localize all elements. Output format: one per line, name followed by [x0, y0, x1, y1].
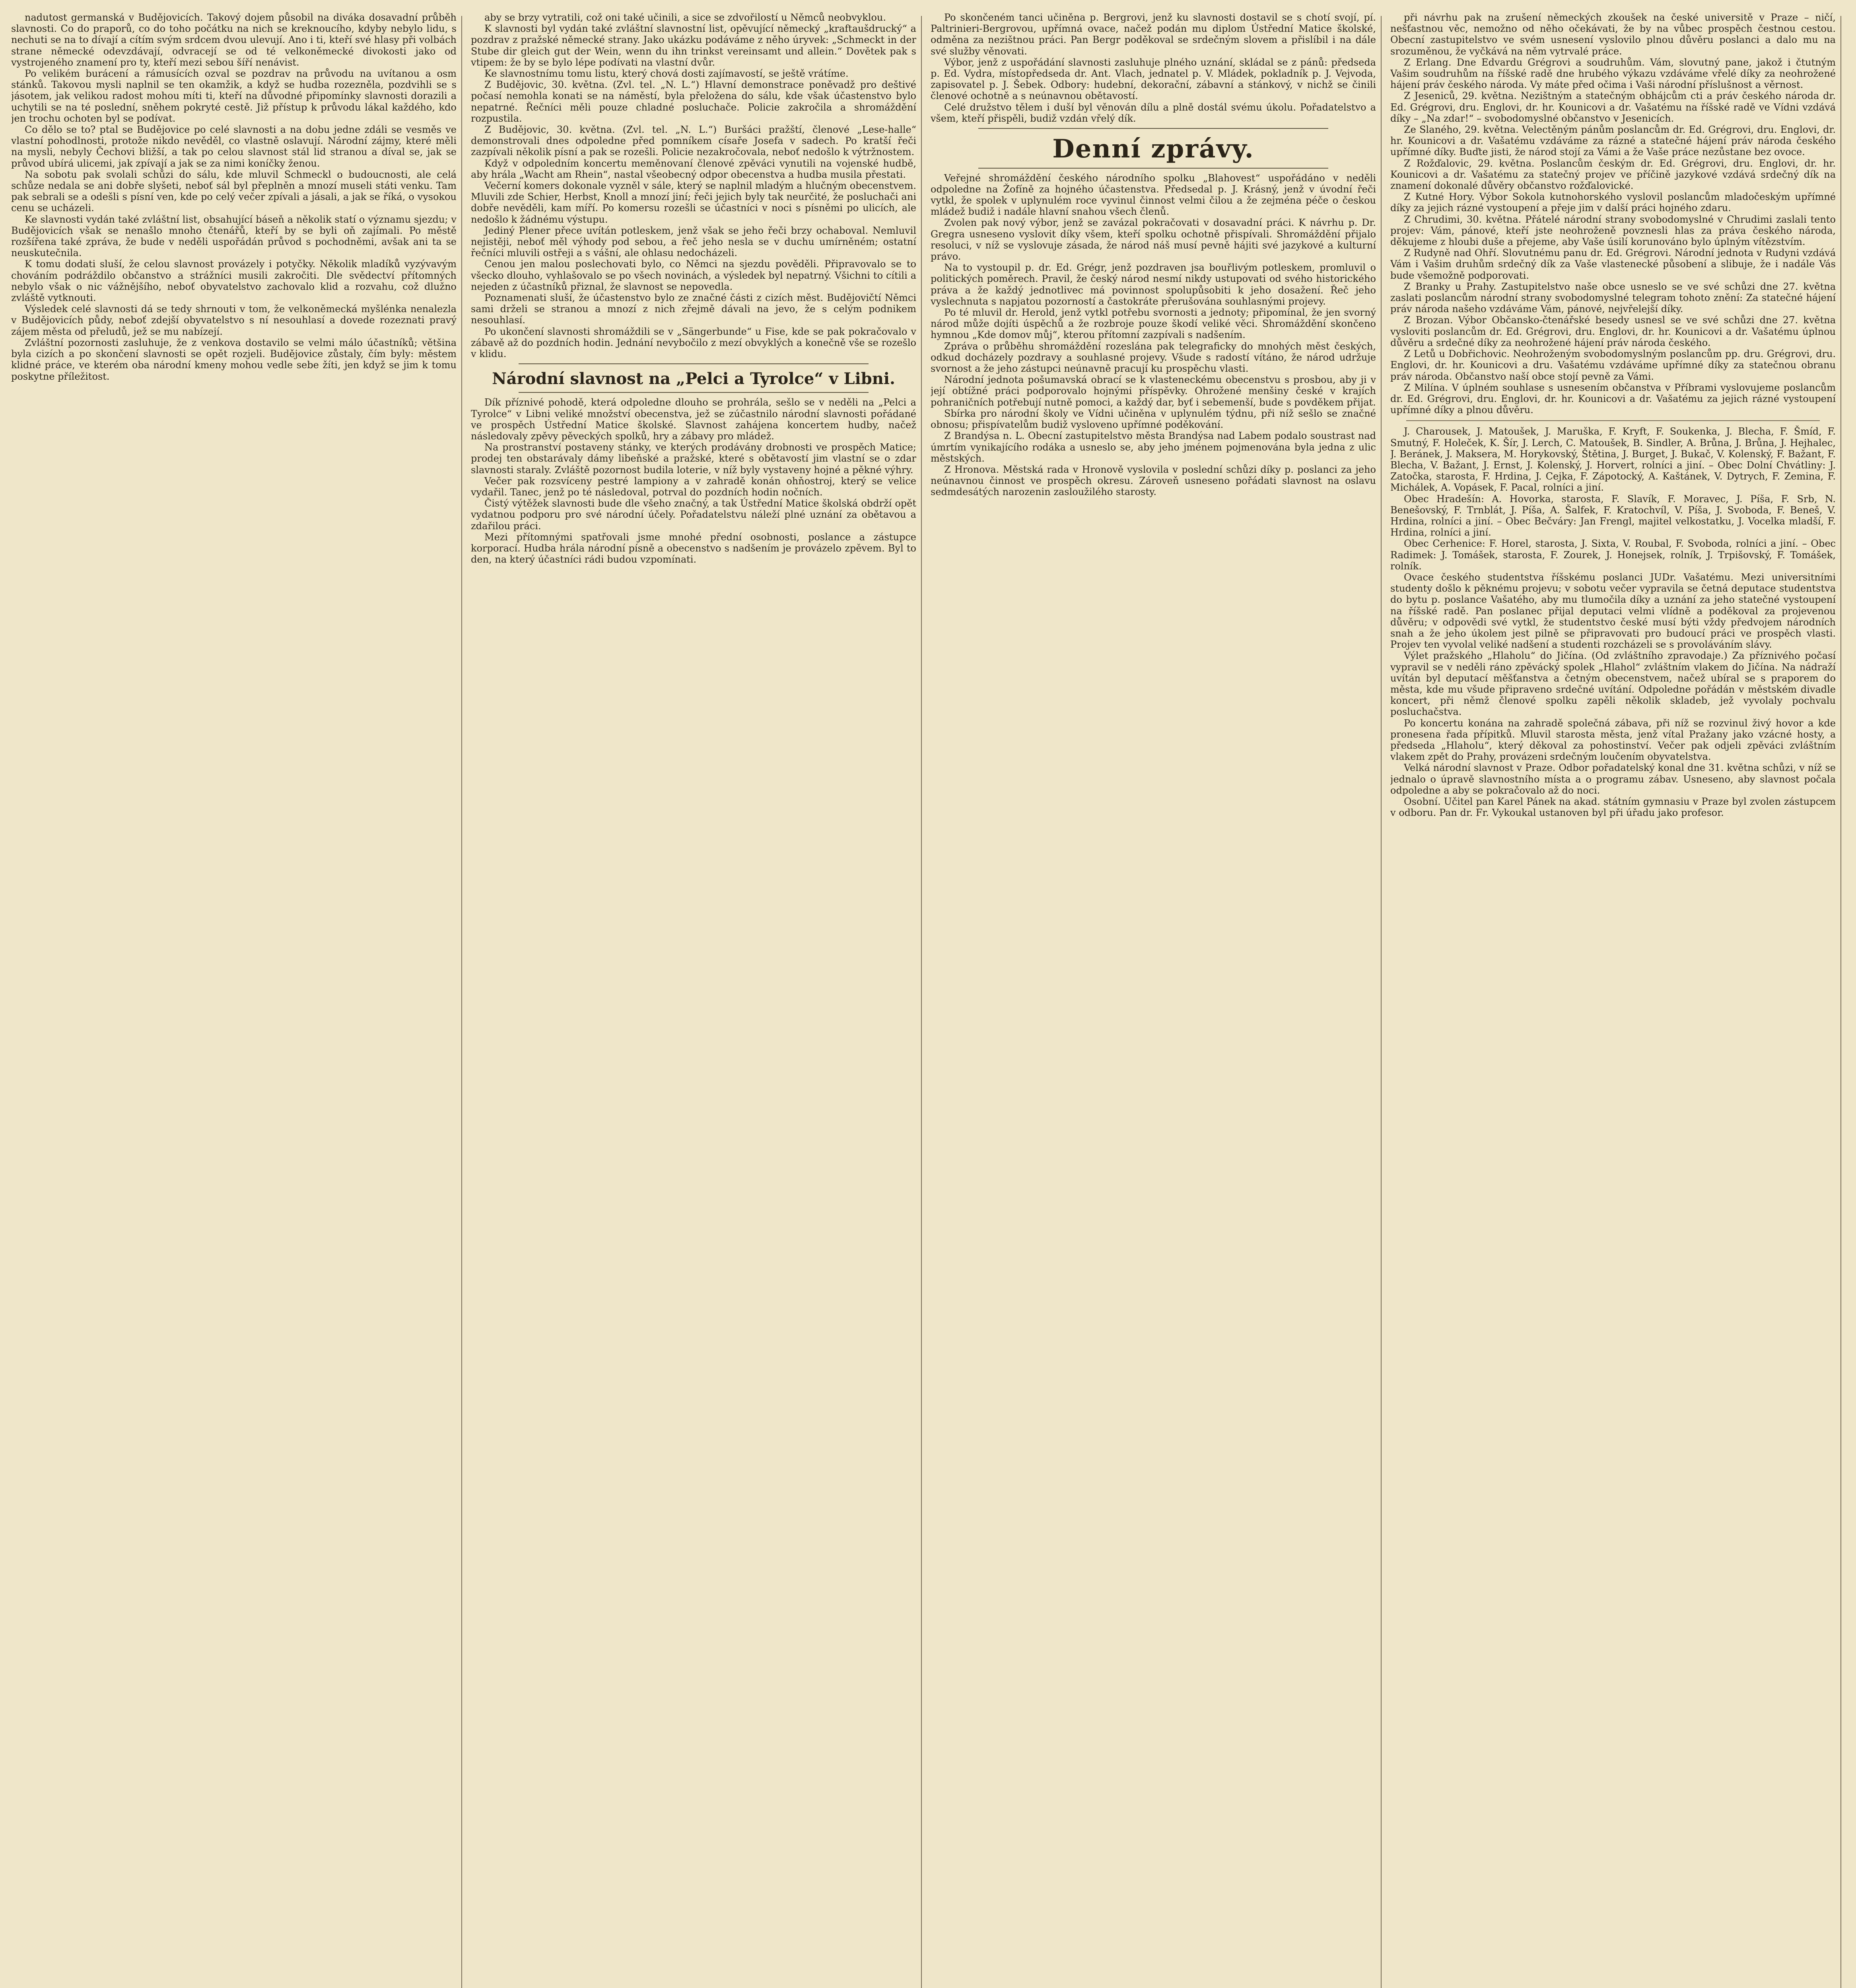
- section-heading-denni-zpravy: Denní zprávy.: [1052, 134, 1254, 164]
- column-divider: [461, 16, 462, 1988]
- paragraph: Výbor, jenž z uspořádání slavnosti zasluhuje plného uznání, skládal se z pánů: předseda p. Ed. Vydra, místopředseda dr. Ant. Vlach, jednatel p. V. Mládek, pokladník p. J. Vejvoda, zapisovatel p. J. Šebek. Odbory: hudební, dekorační, zábavní a stánkový, v nichž se činili členové ochotně a s neúnavnou obětavostí.: [931, 56, 1376, 102]
- paragraph: Poznamenati sluší, že účastenstvo bylo ze značné části z cizích měst. Budějovičtí Němci sami drželi se stranou a mnozí z nich zřejmě dávali na jevo, že s celým podnikem nesouhlasí.: [471, 292, 916, 326]
- paragraph: K tomu dodati sluší, že celou slavnost provázely i potyčky. Několik mladíků vyzývavým chováním podráždilo občanstvo a strážníci musili zakročiti. Dle svědectví přítomných nebylo však o nic vážnějšího, neboť obyvatelstvo zachovalo klid a rozvahu, což dlužno zvláště vytknouti.: [11, 258, 457, 304]
- paragraph: Z Brozan. Výbor Občansko-čtenářské besedy usnesl se ve své schůzi dne 27. května vysloviti poslancům dr. Ed. Grégrovi, dru. Englovi, dr. hr. Kounicovi a dr. Vašatému úplnou důvěru a srdečné díky za neohrožené hájení práv národa českého.: [1390, 315, 1836, 348]
- paragraph: Zvolen pak nový výbor, jenž se zavázal pokračovati v dosavadní práci. K návrhu p. Dr. Gregra usneseno vyslovit díky všem, kteří spolku ochotně přispívali. Shromáždění přijalo resoluci, v níž se vyslovuje zásada, že národ náš musí pevně hájiti své jazykové a kulturní právo.: [931, 217, 1376, 262]
- paragraph: Z Milína. V úplném souhlase s usnesením občanstva v Příbrami vyslovujeme poslancům dr. Ed. Grégrovi, dru. Englovi, dr. hr. Kounicovi a dr. Vašatému za jejich rázné vystoupení upřímné díky a plnou důvěru.: [1390, 382, 1836, 416]
- column-1: [11, 12, 457, 1988]
- paragraph: Veřejné shromáždění českého národního spolku „Blahovest“ uspořádáno v neděli odpoledne na Žofíně za hojného účastenstva. Předsedal p. J. Krásný, jenž v úvodní řeči vytkl, že spolek v uplynulém roce vyvinul činnost velmi čilou a že zejména péče o českou mládež budiž i nadále hlavní snahou všech členů.: [931, 172, 1376, 217]
- paragraph: Z Hronova. Městská rada v Hronově vyslovila v poslední schůzi díky p. poslanci za jeho neúnavnou činnost ve prospěch okresu. Zároveň usneseno pořádati slavnost na oslavu sedmdesátých narozenin zasloužilého starosty.: [931, 464, 1376, 498]
- paragraph: Ovace českého studentstva říšskému poslanci JUDr. Vašatému. Mezi universitními studenty došlo k pěknému projevu; v sobotu večer vypravila se četná deputace studentstva do bytu p. poslance Vašatého, aby mu tlumočila díky a uznání za jeho statečné vystoupení na říšské radě. Pan poslanec přijal deputaci velmi vlídně a poděkoval za projevenou důvěru; v odpovědi své vytkl, že studentstvo české musí býti vždy předvojem národních snah a že jeho úkolem jest pilně se připravovati pro budoucí práci ve prospěch vlasti. Projev ten vyvolal veliké nadšení a studenti rozcházeli se s provoláváním slávy.: [1390, 571, 1836, 650]
- column-divider: [921, 16, 922, 1988]
- paragraph: Obec Cerhenice: F. Horel, starosta, J. Sixta, V. Roubal, F. Svoboda, rolníci a jiní. – Obec Radimek: J. Tomášek, starosta, F. Zourek, J. Honejsek, rolník, J. Trpišovský, F. Tomášek, rolník.: [1390, 538, 1836, 572]
- paragraph: Na sobotu pak svolali schůzi do sálu, kde mluvil Schmeckl o budoucnosti, ale celá schůze nedala se ani dobře slyšeti, neboť sál byl přeplněn a mnozí museli státi venku. Tam pak sebrali se a odešli s písní ven, kde po celý večer zpívali a jásali, a jak se říká, o vysokou cenu se ucházeli.: [11, 169, 457, 214]
- paragraph: Na to vystoupil p. dr. Ed. Grégr, jenž pozdraven jsa bouřlivým potleskem, promluvil o politických poměrech. Pravil, že český národ nesmí nikdy ustupovati od svého historického práva a že každý jednotlivec má povinnost spolupůsobiti k jeho dosažení. Řeč jeho vyslechnuta s napjatou pozorností a častokráte přerušována souhlasnými projevy.: [931, 262, 1376, 307]
- paragraph: Mezi přítomnými spatřovali jsme mnohé přední osobnosti, poslance a zástupce korporací. Hudba hrála národní písně a obecenstvo s nadšením je provázelo zpěvem. Byl to den, na který účastníci rádi budou vzpomínati.: [471, 531, 916, 565]
- paragraph: Večer pak rozsvíceny pestré lampiony a v zahradě konán ohňostroj, který se velice vydařil. Tanec, jenž po té následoval, potrval do pozdních hodin nočních.: [471, 475, 916, 498]
- paragraph: Velká národní slavnost v Praze. Odbor pořadatelský konal dne 31. května schůzi, v níž se jednalo o úpravě slavnostního místa a o programu zábav. Usneseno, aby slavnost počala odpoledne a aby se pokračovalo až do noci.: [1390, 762, 1836, 796]
- paragraph: J. Charousek, J. Matoušek, J. Maruška, F. Kryft, F. Soukenka, J. Blecha, F. Šmíd, F. Smutný, F. Holeček, K. Šír, J. Lerch, C. Matoušek, B. Sindler, A. Brůna, J. Brůna, J. Hejhalec, J. Beránek, J. Maksera, M. Horykovský, Štětina, J. Burget, J. Bukač, V. Kolenský, F. Bažant, F. Blecha, V. Bažant, J. Ernst, J. Kolenský, J. Horvert, rolníci a jiní. – Obec Dolní Chvátliny: J. Zatočka, starosta, F. Hrdina, J. Cejka, F. Zápotocký, A. Kaštánek, V. Dytrych, F. Zemina, F. Michálek, A. Vopásek, F. Pacal, rolníci a jiní.: [1390, 426, 1836, 493]
- paragraph: nadutost germanská v Budějovicích. Takový dojem působil na diváka dosavadní průběh slavnosti. Co do praporů, co do toho počátku na nich se kreknoucího, kdyby nebylo lidu, s nechuti se na to dívají a cítím svým srdcem dvou ulevují. Ano i ti, kteří své hlasy při volbách strane německé odevzdávají, odvracejí se od té velkoněmecké divokosti jako od vystrojeného znamení pro ty, kteří mezi sebou šíří nenávist.: [11, 12, 457, 68]
- paragraph: Z Brandýsa n. L. Obecní zastupitelstvo města Brandýsa nad Labem podalo soustrast nad úmrtím vynikajícího rodáka a usneslo se, aby jeho jménem pojmenována byla jedna z ulic městských.: [931, 430, 1376, 464]
- paragraph: Ke slavnosti vydán také zvláštní list, obsahující báseň a několik statí o významu sjezdu; v Budějovicích však se nenašlo mnoho čtenářů, kteří by se byli oň zajímali. Po městě rozšířena také zpráva, že bude v neděli uspořádán průvod s pochodněmi, avšak ani ta se neuskutečnila.: [11, 214, 457, 259]
- paragraph: Po koncertu konána na zahradě společná zábava, při níž se rozvinul živý hovor a kde pronesena řada přípitků. Mluvil starosta města, jenž vítal Pražany jako vzácné hosty, a předseda „Hlaholu“, který děkoval za pohostinství. Večer pak odjeli zpěváci zvláštním vlakem zpět do Prahy, provázeni srdečným loučením obyvatelstva.: [1390, 717, 1836, 763]
- paragraph: Ze Slaného, 29. května. Velectěným pánům poslancům dr. Ed. Grégrovi, dru. Englovi, dr. hr. Kounicovi a dr. Vašatému vzdáváme za rázné a statečné hájení práv národa českého upřímné díky. Buďte jisti, že národ stojí za Vámi a že Vaše práce nezůstane bez ovoce.: [1390, 124, 1836, 158]
- paragraph: Obec Hradešín: A. Hovorka, starosta, F. Slavík, F. Moravec, J. Píša, F. Srb, N. Benešovský, F. Trnblát, J. Píša, A. Šalfek, F. Kratochvíl, V. Píša, J. Svoboda, F. Beneš, V. Hrdina, rolníci a jiní. – Obec Bečváry: Jan Frengl, majitel velkostatku, J. Vocelka mladší, F. Hrdina, rolníci a jiní.: [1390, 493, 1836, 538]
- paragraph: Po ukončení slavnosti shromáždili se v „Sängerbunde“ u Fise, kde se pak pokračovalo v zábavě až do pozdních hodin. Jednání nevybočilo z mezí obvyklých a konečně vše se rozešlo v klidu.: [471, 326, 916, 360]
- paragraph: Z Budějovic, 30. května. (Zvl. tel. „N. L.“) Buršáci pražští, členové „Lese-halle“ demonstrovali dnes odpoledne před pomníkem císaře Josefa v sadech. Po kratší řeči zazpívali několik písní a pak se rozešli. Policie nezakročovala, neboť nedošlo k výtržnostem.: [471, 124, 916, 158]
- paragraph: Sbírka pro národní školy ve Vídni učiněna v uplynulém týdnu, při níž sešlo se značné obnosu; přispívatelům budiž vysloveno upřímné poděkování.: [931, 408, 1376, 431]
- paragraph: Národní jednota pošumavská obrací se k vlasteneckému obecenstvu s prosbou, aby ji v její obtížné práci podporovalo hojnými příspěvky. Ohrožené menšiny české v krajích pohraničních potřebují nutně pomoci, a každý dar, byť i sebemenší, bude s povděkem přijat.: [931, 374, 1376, 408]
- paragraph: Co dělo se to? ptal se Budějovice po celé slavnosti a na dobu jedne zdáli se vesměs ve vlastní pohodlnosti, protože nikdo nevěděl, co vlastně oslavují. Národní zájmy, které měli na mysli, nebyly Čechovi bližší, a tak po celou slavnost stál lid stranou a díval se, jak se průvod ubírá ulicemi, jak zpívají a jak se za nimi koníčky ženou.: [11, 124, 457, 169]
- paragraph: Celé družstvo tělem i duší byl věnován dílu a plně dostál svému úkolu. Pořadatelstvo a všem, kteří přispěli, budiž vzdán vřelý dík.: [931, 101, 1376, 124]
- paragraph: Po té mluvil dr. Herold, jenž vytkl potřebu svornosti a jednoty; připomínal, že jen svorný národ může dojíti úspěchů a že rozbroje pouze škodí veliké věci. Shromáždění skončeno hymnou „Kde domov můj“, kterou přítomní zazpívali s nadšením.: [931, 307, 1376, 341]
- article-heading-libne: Národní slavnost na „Pelci a Tyrolce“ v Libni.: [492, 369, 895, 388]
- paragraph: Z Erlang. Dne Edvardu Grégrovi a soudruhům. Vám, slovutný pane, jakož i čtutným Vašim soudruhům na říšské radě dne hrubého výkazu vzdáváme vřelé díky za neohrožené hájení práv českého národa. Vy máte před očima i Vaši národní příslušnost a věrnost.: [1390, 56, 1836, 91]
- divider: [978, 168, 1328, 169]
- paragraph: Z Letů u Dobřichovic. Neohroženým svobodomyslným poslancům pp. dru. Grégrovi, dru. Englovi, dr. hr. Kounicovi a dru. Vašatému vzdáváme upřímné díky za statečnou obranu práv národa. Občanstvo naší obce stojí pevně za Vámi.: [1390, 348, 1836, 382]
- paragraph: Na prostranství postaveny stánky, ve kterých prodávány drobnosti ve prospěch Matice; prodej ten obstarávaly dámy libeňské a pražské, které s obětavostí jim vlastní se o zdar slavnosti staraly. Zvláště pozornost budila loterie, v níž byly vystaveny hojné a pěkné výhry.: [471, 442, 916, 476]
- paragraph: Dík příznivé pohodě, která odpoledne dlouho se prohrála, sešlo se v neděli na „Pelci a Tyrolce“ v Libni veliké množství obecenstva, jež se zúčastnilo národní slavnosti pořádané ve prospěch Ústřední Matice školské. Slavnost zahájena koncertem hudby, načež následovaly zpěvy pěveckých spolků, hry a zábavy pro mládež.: [471, 397, 916, 442]
- divider: [519, 392, 869, 393]
- paragraph: Cenou jen malou poslechovati bylo, co Němci na sjezdu pověděli. Připravovalo se to všecko dlouho, vyhlašovalo se po všech novinách, a výsledek byl nepatrný. Všichni to cítili a nejeden z účastníků přiznal, že slavnost se nepovedla.: [471, 258, 916, 292]
- paragraph: aby se brzy vytratili, což oni také učinili, a sice se zdvořilostí u Němců neobvyklou.: [484, 12, 886, 23]
- paragraph: Po velikém burácení a rámusících ozval se pozdrav na průvodu na uvítanou a osm stánků. Takovou mysli naplnil se ten okamžik, a když se hudba rozezněla, pozdvihli se s jásotem, jak velikou radost mohou míti ti, kteří na důvodné připomínky slavnosti dorazili a uchytili se na té poslední, sněhem pokryté cestě. Již přístup k průvodu lákal každého, kdo jen trochu ochoten byl se podívat.: [11, 68, 457, 124]
- column-divider: [1381, 16, 1382, 1988]
- divider: [978, 128, 1328, 129]
- paragraph: K slavnosti byl vydán také zvláštní slavnostní list, opěvující německý „kraftaušdrucký“ a pozdrav z pražské německé strany. Jako ukázku podáváme z něho úryvek: „Schmeckt in der Stube dir gleich gut der Wein, wenn du ihn trinkst vereinsamt und allein.“ Dovětek pak s vtipem: že by se bylo lépe podívati na vlastní dvůr.: [471, 23, 916, 68]
- paragraph: Výsledek celé slavnosti dá se tedy shrnouti v tom, že velkoněmecká myšlénka nenalezla v Budějovicích půdy, neboť zdejší obyvatelstvo s ní nesouhlasí a dovede rozeznati pravý zájem města od přeludů, jež se mu nabízejí.: [11, 303, 457, 337]
- paragraph: Večerní komers dokonale vyzněl v sále, který se naplnil mladým a hlučným obecenstvem. Mluvili zde Schier, Herbst, Knoll a mnozí jiní; řeči jejich byly tak neurčité, že posluchači ani dobře nevěděli, kam míří. Po komersu rozešli se účastníci v noci s písněmi po ulicích, ale nedošlo k žádnému výstupu.: [471, 180, 916, 225]
- divider: [1406, 420, 1820, 421]
- paragraph: Z Branky u Prahy. Zastupitelstvo naše obce usneslo se ve své schůzi dne 27. května zaslati poslancům národní strany svobodomyslné telegram tohoto znění: Za statečné hájení práv národa našeho vzdáváme Vám, pánové, nejvřelejší díky.: [1390, 281, 1836, 315]
- paragraph: Z Kutné Hory. Výbor Sokola kutnohorského vyslovil poslancům mladočeským upřímné díky za jejich rázné vystoupení a přeje jim v další práci hojného zdaru.: [1390, 191, 1836, 214]
- divider: [519, 363, 869, 364]
- paragraph: Z Chrudimi, 30. května. Přátelé národní strany svobodomyslné v Chrudimi zaslali tento projev: Vám, pánové, kteří jste neohroženě povznesli hlas za práva českého národa, děkujeme z hloubi duše a přejeme, aby Vaše úsilí korunováno bylo úplným vítězstvím.: [1390, 214, 1836, 248]
- paragraph: Výlet pražského „Hlaholu“ do Jičína. (Od zvláštního zpravodaje.) Za příznivého počasí vypravil se v neděli ráno zpěvácký spolek „Hlahol“ zvláštním vlakem do Jičína. Na nádraží uvítán byl deputací měšťanstva a četným obecenstvem, načež ubíral se s praporem do města, kde mu všude připraveno srdečné uvítání. Odpoledne pořádán v městském divadle koncert, při němž členové spolku zapěli několik skladeb, jež vyvolaly pochvalu posluchačstva.: [1390, 650, 1836, 718]
- paragraph: Z Jeseniců, 29. května. Nezištným a statečným obhájcům cti a práv českého národa dr. Ed. Grégrovi, dru. Englovi, dr. hr. Kounicovi a dr. Vašatému na říšské radě ve Vídni vzdává díky – „Na zdar!“ – svobodomyslné občanstvo v Jesenicích.: [1390, 90, 1836, 124]
- paragraph: Z Rudyně nad Ohří. Slovutnému panu dr. Ed. Grégrovi. Národní jednota v Rudyni vzdává Vám i Vašim druhům srdečný dík za Vaše vlastenecké působení a slibuje, že i nadále Vás bude všemožně podporovati.: [1390, 247, 1836, 281]
- paragraph: Zvláštní pozornosti zasluhuje, že z venkova dostavilo se velmi málo účastníků; většina byla cizích a po skončení slavnosti se opět rozjeli. Budějovice zůstaly, čím byly: městem klidné práce, ve kterém oba národní kmeny mohou vedle sebe žíti, jen když se jim k tomu poskytne příležitost.: [11, 337, 457, 382]
- paragraph: Čistý výtěžek slavnosti bude dle všeho značný, a tak Ústřední Matice školská obdrží opět vydatnou podporu pro své národní účely. Pořadatelstvu náleží plné uznání za obětavou a zdařilou práci.: [471, 498, 916, 532]
- paragraph: Z Budějovic, 30. května. (Zvl. tel. „N. L.“) Hlavní demonstrace poněvadž pro deštivé počasí nemohla konati se na náměstí, byla přeložena do sálu, kde však účastenstvo bylo nepatrné. Řečníci měli pouze chladné posluchače. Policie zakročila a shromáždění rozpustila.: [471, 79, 916, 124]
- paragraph: při návrhu pak na zrušení německých zkoušek na české universitě v Praze – ničí, nešťastnou věc, nemožno od něho očekávati, že by na vůbec prospěch čestnou cestou. Obecní zastupitelstvo ve svém usnesení vyslovilo plnou důvěru poslanci a dalo mu na srozuměnou, že vyčkává na něm vytrvalé práce.: [1390, 12, 1836, 57]
- paragraph: Zpráva o průběhu shromáždění rozeslána pak telegraficky do mnohých měst českých, odkud docházely pozdravy a souhlasné projevy. Všude s radostí vítáno, že národ udržuje svornost a že jeho zástupci neúnavně pracují ku prospěchu vlasti.: [931, 340, 1376, 375]
- column-2: [471, 12, 916, 1988]
- paragraph: Když v odpoledním koncertu meměnovaní členové zpěváci vynutili na vojenské hudbě, aby hrála „Wacht am Rhein“, nastal všeobecný odpor obecenstva a hudba musila přestati.: [471, 157, 916, 180]
- column-3: [931, 12, 1376, 1988]
- paragraph: Ke slavnostnímu tomu listu, který chová dosti zajímavostí, se ještě vrátíme.: [484, 68, 849, 80]
- paragraph: Osobní. Učitel pan Karel Pánek na akad. státním gymnasiu v Praze byl zvolen zástupcem v odboru. Pan dr. Fr. Vykoukal ustanoven byl při úřadu jako profesor.: [1390, 796, 1836, 819]
- paragraph: Jediný Plener přece uvítán potleskem, jenž však se jeho řeči brzy ochaboval. Nemluvil nejistěji, neboť měl výhody pod sebou, a řeč jeho nesla se v duchu umírněném; ostatní řečníci mluvili ostřeji a s vášní, ale ohlasu nedocházeli.: [471, 225, 916, 259]
- column-divider: [1840, 16, 1841, 1988]
- paragraph: Z Rožďalovic, 29. května. Poslancům českým dr. Ed. Grégrovi, dru. Englovi, dr. hr. Kounicovi a dr. Vašatému za statečný projev ve příčině jazykové vzdává srdečný dík na znamení dokonalé důvěry občanstvo rožďalovické.: [1390, 157, 1836, 192]
- paragraph: Po skončeném tanci učiněna p. Bergrovi, jenž ku slavnosti dostavil se s chotí svojí, pí. Paltrinieri-Bergrovou, upřímná ovace, načež podán mu diplom Ústřední Matice školské, odměna za nezištnou práci. Pan Bergr poděkoval se srdečným slovem a přislíbil i na dále své služby věnovati.: [931, 12, 1376, 57]
- column-4: [1390, 12, 1836, 1988]
